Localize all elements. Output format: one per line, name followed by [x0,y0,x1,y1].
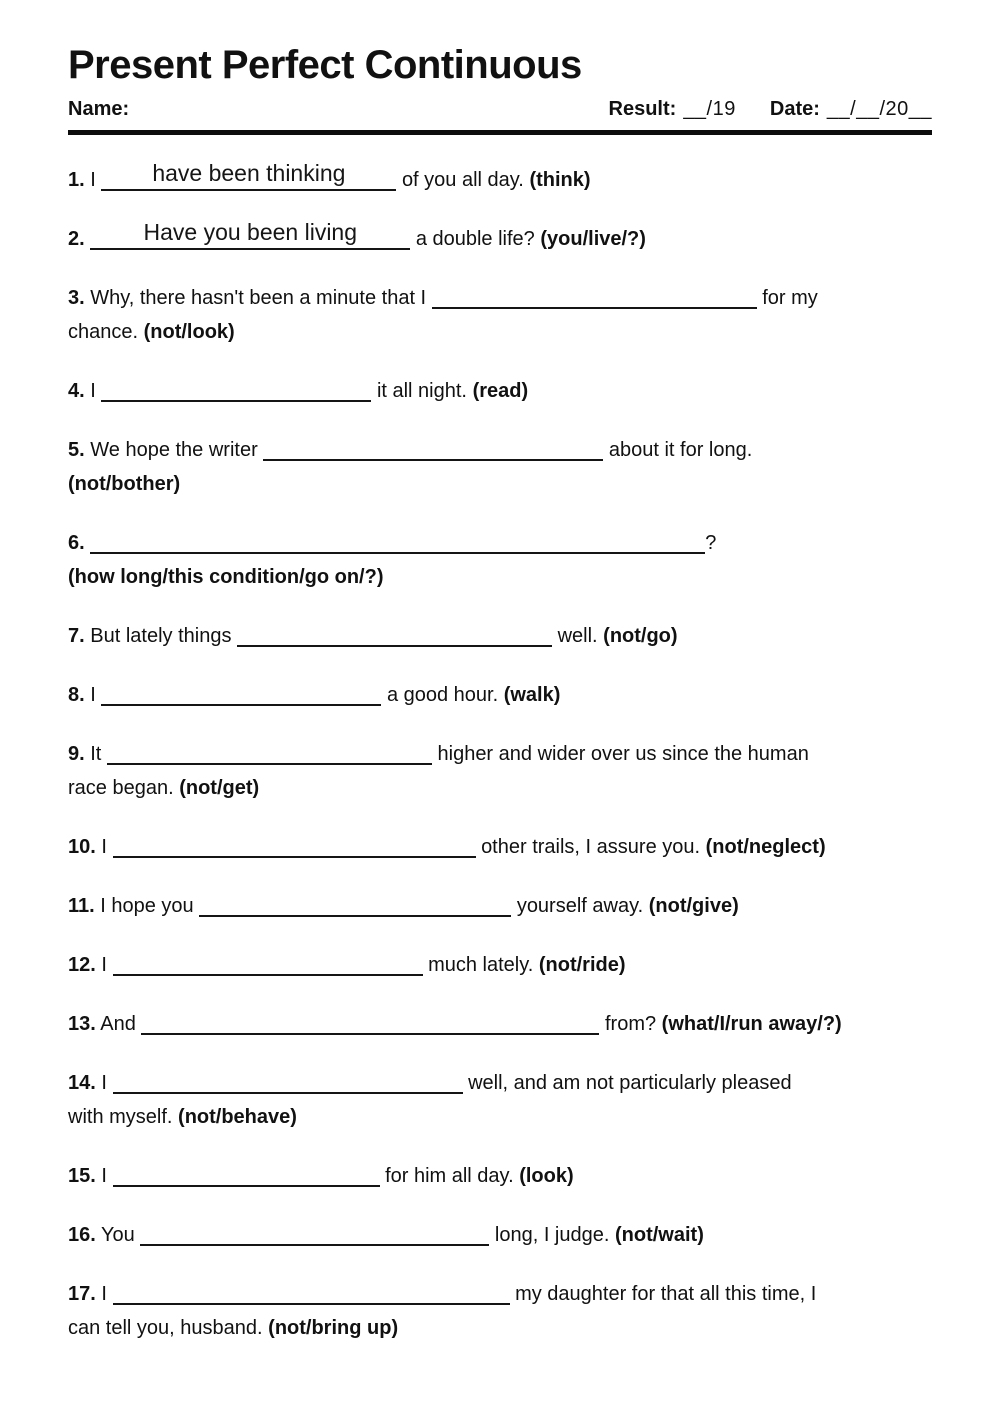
question-13 [68,1007,932,1041]
question-7 [68,619,932,653]
question-text: a double life? [415,228,535,250]
question-number: 7. [68,625,85,647]
verb-hint: (not/go) [603,625,678,647]
answer-blank [101,160,396,191]
question-1 [68,160,932,197]
question-text: for my [762,287,818,309]
question-number: 13. [68,1013,96,1035]
question-line [68,678,932,712]
answer-blank [90,551,705,554]
question-number: 1. [68,169,85,191]
question-10 [68,830,932,864]
question-2 [68,219,932,256]
question-number: 8. [68,684,85,706]
question-text: But lately things [90,625,232,647]
page-title: Present Perfect Continuous [68,43,582,87]
question-text: I [101,1283,107,1305]
question-text: We hope the writer [90,439,258,461]
question-line [68,771,932,805]
question-text: about it for long. [608,439,753,461]
question-line [68,1100,932,1134]
question-line [68,526,932,560]
verb-hint: (what/I/run away/?) [661,1013,842,1035]
question-17 [68,1277,932,1345]
question-text: can tell you, husband. [68,1317,263,1339]
question-number: 4. [68,380,85,402]
verb-hint: (think) [529,169,591,191]
answer-blank [113,1302,510,1305]
question-text: my daughter for that all this time, I [515,1283,817,1305]
question-line [68,737,932,771]
question-line [68,830,932,864]
question-number: 12. [68,954,96,976]
verb-hint: (not/ride) [538,954,626,976]
meta-row [68,98,932,121]
verb-hint: (not/look) [143,321,235,343]
verb-hint: (not/bring up) [268,1317,399,1339]
name-label: Name: [68,98,130,120]
question-text: well. [557,625,598,647]
question-text: higher and wider over us since the human [437,743,809,765]
question-text: with myself. [68,1106,173,1128]
result-value: __/19 [683,98,736,120]
answer-blank [101,399,371,402]
verb-hint: (look) [519,1165,574,1187]
answer-blank [237,644,552,647]
verb-hint: (not/bother) [68,473,181,495]
result-field [609,98,736,121]
question-8 [68,678,932,712]
question-4 [68,374,932,408]
question-text: It [90,743,102,765]
questions-list [68,160,932,1345]
question-text: long, I judge. [494,1224,610,1246]
answer-blank [432,306,757,309]
question-text: well, and am not particularly pleased [468,1072,792,1094]
answer-text: Have you been living [143,219,358,245]
question-6 [68,526,932,594]
answer-blank [113,1091,463,1094]
question-line [68,1159,932,1193]
question-text: And [100,1013,136,1035]
date-label: Date: [769,98,820,120]
question-text: I [101,1072,107,1094]
question-text: of you all day. [401,169,524,191]
answer-blank [263,458,603,461]
question-12 [68,948,932,982]
verb-hint: (read) [472,380,529,402]
question-number: 3. [68,287,85,309]
answer-blank [141,1032,599,1035]
question-11 [68,889,932,923]
question-text: You [101,1224,135,1246]
question-text: Why, there hasn't been a minute that I [90,287,427,309]
verb-hint: (you/live/?) [540,228,646,250]
question-16 [68,1218,932,1252]
question-text: other trails, I assure you. [481,836,701,858]
question-9 [68,737,932,805]
answer-blank [113,973,423,976]
question-line [68,1007,932,1041]
result-label: Result: [608,98,677,120]
date-field [770,98,932,121]
question-number: 5. [68,439,85,461]
question-number: 2. [68,228,85,250]
question-number: 17. [68,1283,96,1305]
answer-blank [107,762,432,765]
verb-hint: (not/wait) [614,1224,704,1246]
question-text: for him all day. [385,1165,514,1187]
question-text: from? [604,1013,657,1035]
question-number: 16. [68,1224,96,1246]
verb-hint: (walk) [503,684,561,706]
question-line [68,219,932,256]
question-text: I [90,684,96,706]
question-line [68,1311,932,1345]
question-text: much lately. [428,954,534,976]
question-number: 11. [68,895,95,917]
question-14 [68,1066,932,1134]
answer-blank [90,219,410,250]
question-text: chance. [68,321,139,343]
header-divider [68,130,932,135]
question-line [68,1277,932,1311]
question-text: yourself away. [516,895,644,917]
date-value: __/__/20__ [826,98,932,120]
question-15 [68,1159,932,1193]
question-text: ? [705,532,717,554]
question-line [68,1066,932,1100]
question-line [68,619,932,653]
answer-blank [199,914,511,917]
question-text: it all night. [376,380,467,402]
question-text: I [101,954,107,976]
answer-blank [113,1184,380,1187]
question-line [68,1218,932,1252]
question-line [68,948,932,982]
answer-blank [140,1243,489,1246]
question-line [68,560,932,594]
question-line [68,315,932,349]
answer-blank [101,703,381,706]
question-line [68,467,932,501]
question-line [68,374,932,408]
question-line [68,889,932,923]
question-line [68,433,932,467]
verb-hint: (not/get) [179,777,260,799]
question-text: race began. [68,777,174,799]
answer-blank [113,855,476,858]
question-number: 6. [68,532,85,554]
question-text: I [101,1165,107,1187]
question-5 [68,433,932,501]
question-text: I [90,169,96,191]
verb-hint: (how long/this condition/go on/?) [68,566,384,588]
question-text: a good hour. [386,684,499,706]
meta-right-group [609,98,932,121]
verb-hint: (not/give) [648,895,739,917]
question-line [68,281,932,315]
question-line [68,160,932,197]
question-number: 15. [68,1165,96,1187]
verb-hint: (not/neglect) [705,836,826,858]
question-3 [68,281,932,349]
answer-text: have been thinking [152,160,346,186]
question-text: I [90,380,96,402]
question-text: I [101,836,107,858]
verb-hint: (not/behave) [178,1106,297,1128]
question-number: 10. [68,836,96,858]
question-number: 14. [68,1072,96,1094]
question-text: I hope you [100,895,194,917]
question-number: 9. [68,743,85,765]
